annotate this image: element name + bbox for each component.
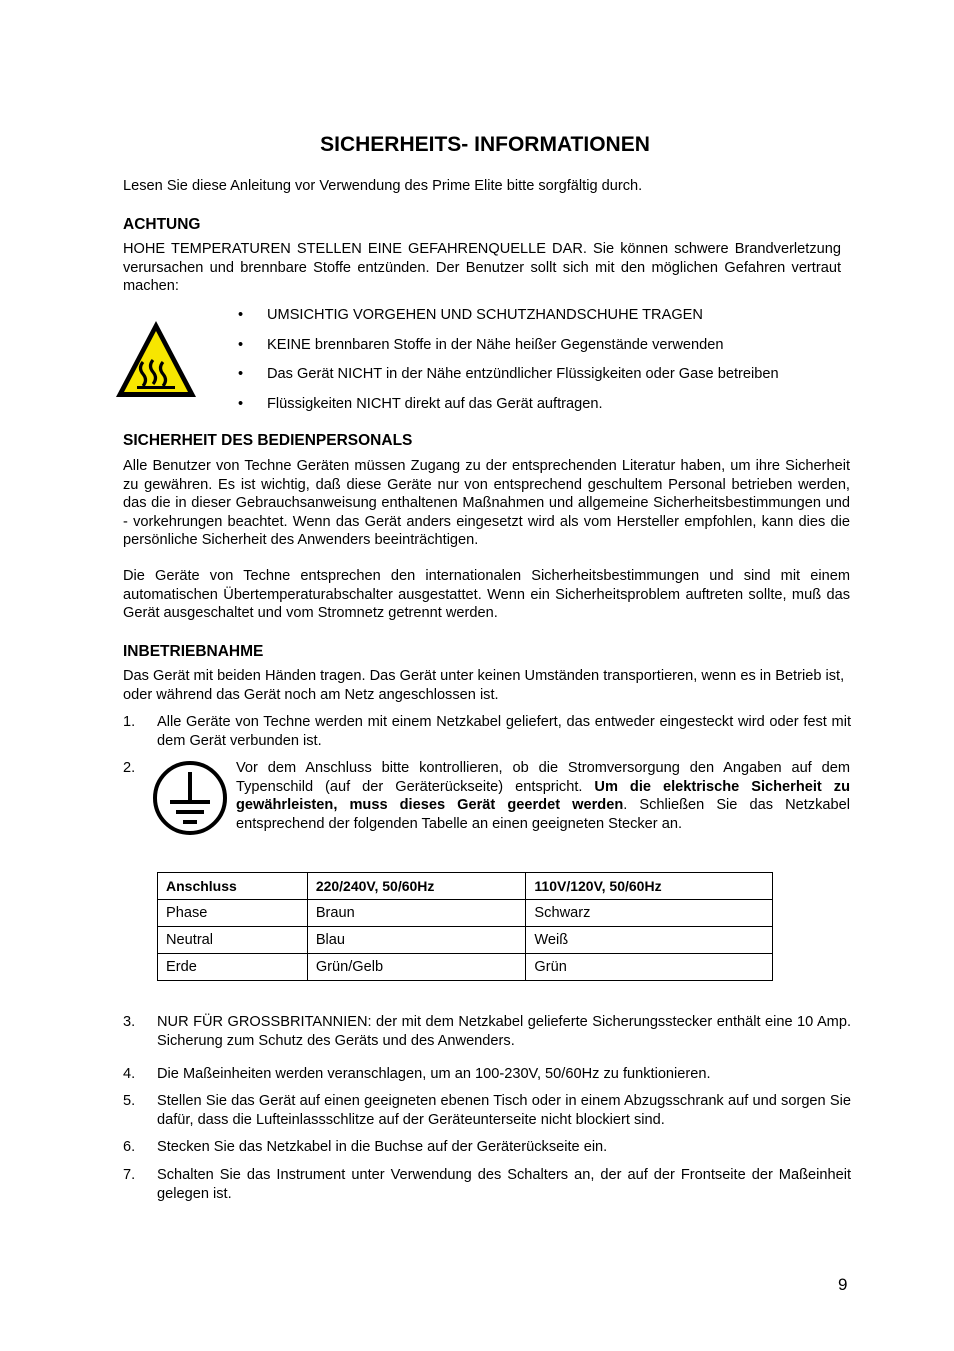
page-number: 9 xyxy=(838,1275,848,1294)
intro-text: Lesen Sie diese Anleitung vor Verwendung des Prime Elite bitte sorgfältig durch. xyxy=(123,178,643,194)
table-cell: Grün xyxy=(526,954,773,981)
list-item-text: Stellen Sie das Gerät auf einen geeigneten ebenen Tisch oder in einem Abzugsschrank auf und sorgen Sie dafür, dass die Lufteinlassschlitze auf der Geräteunterseite nicht blockiert sind. xyxy=(157,1093,851,1128)
table-header-row xyxy=(158,873,773,900)
table-header-cell: 110V/120V, 50/60Hz xyxy=(526,873,773,900)
list-item-text: NUR FÜR GROSSBRITANNIEN: der mit dem Netzkabel gelieferte Sicherungsstecker enthält eine 10 Amp. Sicherung zum Schutz des Geräts und des Anwenders. xyxy=(157,1014,851,1049)
personal-heading: SICHERHEIT DES BEDIENPERSONALS xyxy=(123,432,413,449)
list-item-number: 6. xyxy=(123,1139,136,1155)
connection-table xyxy=(157,872,773,981)
personal-paragraph-1: Alle Benutzer von Techne Geräten müssen Zugang zu der entsprechenden Literatur haben, um ihre Sicherheit zu gewähren. Es ist wichtig, daß diese Geräte nur von entsprechend geschultem Personal betrieben werden, das die in dieser Gebrauchsanweisung enthaltenen Maßnahmen und allgemeine Sicherheitsbestimmungen und - vorkehrungen beachtet. Wenn das Gerät anders eingesetzt wird als vom Hersteller empfohlen, kann dies die persönliche Sicherheit des Anwenders beeinträchtigen. xyxy=(123,458,850,548)
list-item xyxy=(123,713,851,750)
table-cell: Blau xyxy=(307,927,526,954)
list-item-number: 1. xyxy=(123,714,136,730)
achtung-heading: ACHTUNG xyxy=(123,216,201,233)
table-header-cell: Anschluss xyxy=(158,873,308,900)
item-2-text-bold: Um die elektrische Sicherheit zu gewährleisten, muss dieses Gerät geerdet werden xyxy=(236,778,850,813)
table-cell: Braun xyxy=(307,900,526,927)
list-item-text: Alle Geräte von Techne werden mit einem Netzkabel geliefert, das entweder eingesteckt wird oder fest mit dem Gerät verbunden ist. xyxy=(157,714,851,749)
inbetrieb-intro: Das Gerät mit beiden Händen tragen. Das Gerät unter keinen Umständen transportieren, wenn es in Betrieb ist, oder während das Gerät noch am Netz angeschlossen ist. xyxy=(123,668,845,703)
item-2-text xyxy=(236,759,850,833)
list-item xyxy=(123,1138,851,1157)
table-cell: Weiß xyxy=(526,927,773,954)
inbetrieb-heading: INBETRIEBNAHME xyxy=(123,643,264,660)
item-2-text-b: . Schließen Sie das Netzkabel entsprechend der folgenden Tabelle an einen geeigneten Stecker an. xyxy=(236,797,850,832)
list-item xyxy=(123,1166,851,1203)
page-title: SICHERHEITS- INFORMATIONEN xyxy=(320,133,650,156)
table-cell: Neutral xyxy=(158,927,308,954)
list-item-text: Schalten Sie das Instrument unter Verwendung des Schalters an, der auf der Frontseite der Maßeinheit gelegen ist. xyxy=(157,1167,851,1202)
list-item xyxy=(123,1013,851,1050)
table-row xyxy=(158,954,773,981)
list-item: • UMSICHTIG VORGEHEN UND SCHUTZHANDSCHUHE TRAGEN xyxy=(236,305,856,335)
list-item-text: Stecken Sie das Netzkabel in die Buchse auf der Geräterückseite ein. xyxy=(157,1139,608,1155)
item-2-text-a: Vor dem Anschluss bitte kontrollieren, ob die Stromversorgung den Angaben auf dem Typenschild (auf der Geräterückseite) entspricht. xyxy=(236,760,850,795)
table-cell: Phase xyxy=(158,900,308,927)
list-item-number: 7. xyxy=(123,1167,136,1183)
list-item: • Flüssigkeiten NICHT direkt auf das Gerät auftragen. xyxy=(236,394,856,424)
list-item-text: Die Maßeinheiten werden veranschlagen, um an 100-230V, 50/60Hz zu funktionieren. xyxy=(157,1066,711,1082)
table-cell: Erde xyxy=(158,954,308,981)
personal-paragraph-2: Die Geräte von Techne entsprechen den internationalen Sicherheitsbestimmungen und sind mit einem automatischen Übertemperaturabschalter ausgestattet. Wenn ein Sicherheitsproblem auftreten sollte, muß das Gerät ausgeschaltet und vom Stromnetz getrennt werden. xyxy=(123,568,850,621)
list-item xyxy=(123,1065,851,1084)
ground-symbol-icon xyxy=(152,760,228,836)
list-item: • Das Gerät NICHT in der Nähe entzündlicher Flüssigkeiten oder Gase betreiben xyxy=(236,364,856,394)
table-cell: Schwarz xyxy=(526,900,773,927)
achtung-text: HOHE TEMPERATUREN STELLEN EINE GEFAHRENQUELLE DAR. Sie können schwere Brandverletzung verursachen und brennbare Stoffe entzünden. Der Benutzer sollt sich mit den möglichen Gefahren vertraut machen: xyxy=(123,241,841,294)
table-row xyxy=(158,900,773,927)
list-item xyxy=(123,1092,851,1129)
list-item-number: 2. xyxy=(123,760,136,776)
list-item-number: 3. xyxy=(123,1014,136,1030)
table-cell: Grün/Gelb xyxy=(307,954,526,981)
table-row xyxy=(158,927,773,954)
achtung-bullet-list xyxy=(236,305,856,423)
list-item: • KEINE brennbaren Stoffe in der Nähe heißer Gegenstände verwenden xyxy=(236,335,856,365)
list-item-number: 5. xyxy=(123,1093,136,1109)
list-item-number: 4. xyxy=(123,1066,136,1082)
hot-surface-warning-icon xyxy=(113,318,199,400)
table-header-cell: 220/240V, 50/60Hz xyxy=(307,873,526,900)
